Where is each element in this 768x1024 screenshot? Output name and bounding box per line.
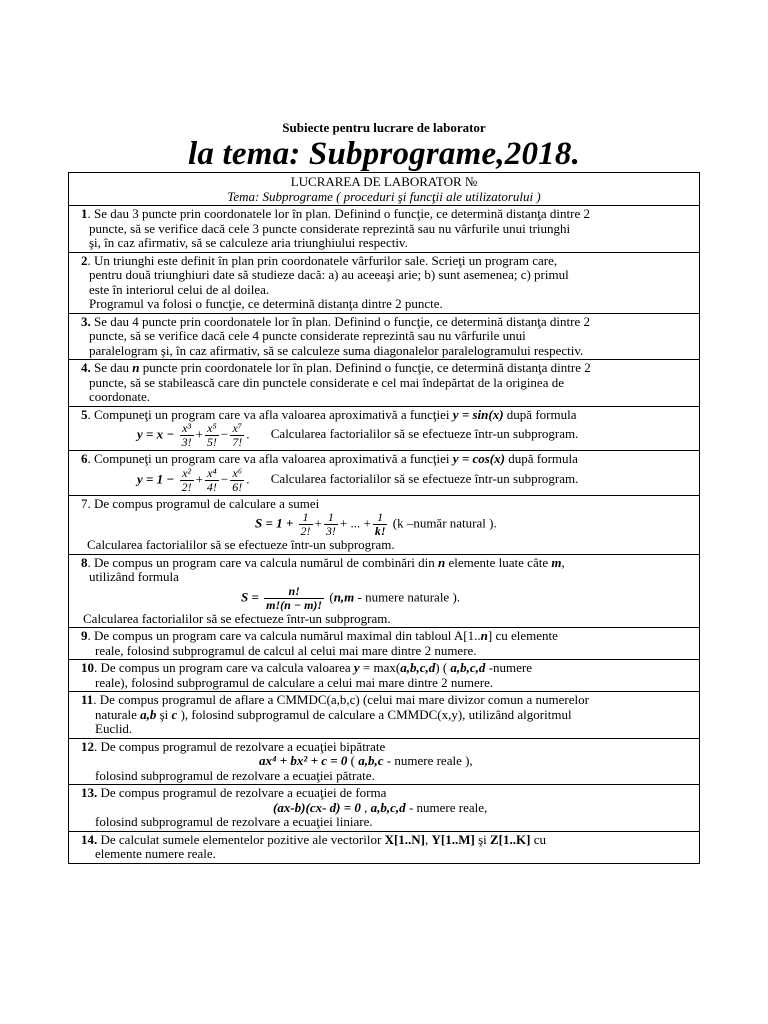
task-text: utilizând formula xyxy=(89,569,179,584)
lab-theme: Tema: Subprograme ( proceduri şi funcţii ale utilizatorului ) xyxy=(227,189,541,204)
task-4 xyxy=(69,360,700,407)
task-text: ( xyxy=(326,588,334,604)
variable: a,b,c xyxy=(358,753,384,768)
fraction-denominator: m!(n − m)! xyxy=(266,597,323,612)
task-number: 6 xyxy=(81,451,88,466)
table-row xyxy=(69,495,700,554)
table-row xyxy=(69,554,700,628)
variable: a,b,c,d xyxy=(400,660,436,675)
vector-name: Z[1..K] xyxy=(490,831,531,847)
task-3 xyxy=(69,313,700,360)
task-text: 7. De compus programul de calculare a sumei xyxy=(81,495,320,511)
task-8 xyxy=(69,554,700,628)
task-text: şi xyxy=(474,831,491,847)
task-text: paralelogram şi, în caz afirmativ, să se calculeze suma diagonalelor paralelogramului respectiv. xyxy=(89,342,584,358)
task-text: . Un triunghi este definit în plan prin coordonatele vârfurilor sale. Scrieţi un program care, xyxy=(87,252,558,268)
task-number: 4. xyxy=(81,360,91,375)
task-text: , xyxy=(561,554,565,570)
task-1 xyxy=(69,206,700,253)
task-number: 5 xyxy=(81,406,88,422)
table-row xyxy=(69,252,700,313)
pre-title: Subiecte pentru lucrare de laborator xyxy=(282,120,486,135)
lab-heading-cell xyxy=(69,173,700,206)
table-row xyxy=(69,831,700,863)
table-row xyxy=(69,451,700,496)
variable: n xyxy=(438,554,446,570)
task-text: naturale xyxy=(95,706,141,722)
task-note: Calcularea factorialilor să se efectueze într-un subprogram. xyxy=(270,426,579,442)
fraction-numerator: x⁶ xyxy=(230,467,244,481)
task-note: Calcularea factorialilor să se efectueze într-un subprogram. xyxy=(87,537,395,552)
task-text: ] cu elemente xyxy=(487,628,558,643)
fraction-denominator: k! xyxy=(374,524,386,538)
task-number: 14. xyxy=(81,831,98,847)
task-text: pentru două triunghiuri date să studieze dacă: a) au aceeaşi arie; b) sunt asemenea; c) primul xyxy=(89,267,569,282)
fraction-numerator: x² xyxy=(180,467,194,481)
task-10 xyxy=(69,660,700,692)
task-text: . Se dau 3 puncte prin coordonatele lor în plan. Definind o funcţie, ce determină distanţa dintre 2 xyxy=(87,206,591,221)
task-text: este în interiorul celui de al doilea. xyxy=(89,281,270,297)
task-text: -numere xyxy=(485,660,532,675)
task-12 xyxy=(69,738,700,785)
vector-name: X[1..N] xyxy=(384,831,426,847)
task-6 xyxy=(69,451,700,496)
fraction-denominator: 3! xyxy=(325,524,336,538)
task-text: şi, în caz afirmativ, să se calculeze aria triunghiului respectiv. xyxy=(89,235,408,250)
task-text: - numere naturale ). xyxy=(354,588,461,604)
equation: ax⁴ + bx² + c = 0 xyxy=(259,753,348,768)
variable: m xyxy=(551,554,562,570)
fraction-numerator: x⁷ xyxy=(230,422,244,436)
task-text: . Compuneţi un program care va afla valoarea aproximativă a funcţiei xyxy=(87,451,453,466)
task-text: Se dau xyxy=(90,360,133,375)
table-row xyxy=(69,406,700,451)
task-text: , xyxy=(425,831,432,847)
operator: + xyxy=(195,470,203,486)
fraction-denominator: 2! xyxy=(181,479,192,494)
task-text: . De compus programul de rezolvare a ecuaţiei bipătrate xyxy=(94,738,386,754)
fraction-denominator: 7! xyxy=(232,435,243,449)
fraction-numerator: 1 xyxy=(324,511,338,525)
fraction-numerator: x³ xyxy=(180,422,194,436)
table-row xyxy=(69,692,700,739)
variable: a,b,c,d xyxy=(450,660,486,675)
equation: (ax-b)(cx- d) = 0 xyxy=(273,799,361,815)
task-number: 13. xyxy=(81,785,98,800)
operator: . xyxy=(246,426,250,442)
table-row xyxy=(69,738,700,785)
table-row xyxy=(69,206,700,253)
operator: + xyxy=(195,426,203,442)
fraction-numerator: x⁵ xyxy=(205,422,219,436)
operator: + ... + xyxy=(339,515,371,531)
task-text: reale, folosind subprogramul de calcul al celui mai mare dintre 2 numere. xyxy=(95,642,477,658)
task-text: De calculat sumele elementelor pozitive ale vectorilor xyxy=(97,831,385,847)
task-5 xyxy=(69,406,700,451)
task-text: elemente luate câte xyxy=(445,554,552,570)
task-number: 1 xyxy=(81,206,88,221)
task-text: puncte prin coordonatele lor în plan. Definind o funcţie, ce determină distanţa dintre 2 xyxy=(139,360,591,375)
task-text: . Compuneţi un program care va afla valoarea aproximativă a funcţiei xyxy=(87,406,453,422)
task-number: 11 xyxy=(81,692,94,707)
variable: a,b xyxy=(140,706,157,722)
formula-lhs: y = 1 − xyxy=(137,470,175,486)
task-text: - numere reale ), xyxy=(383,753,473,768)
task-text: ), folosind subprogramul de calculare a CMMDC(x,y), utilizând algoritmul xyxy=(177,706,572,722)
task-number: 9 xyxy=(81,628,88,643)
document-title: la tema: Subprograme,2018. xyxy=(187,136,581,172)
task-text: . De compus un program care va calcula valoarea xyxy=(94,660,354,675)
variable: y xyxy=(353,660,360,675)
table-row xyxy=(69,785,700,832)
task-text: Euclid. xyxy=(95,721,133,736)
fraction-numerator: n! xyxy=(264,585,324,599)
tasks-table xyxy=(68,172,700,864)
task-number: 12 xyxy=(81,738,94,754)
vector-name: Y[1..M] xyxy=(431,831,475,847)
variable: c xyxy=(171,706,178,722)
task-text: folosind subprogramul de rezolvare a ecuaţiei pătrate. xyxy=(95,767,375,783)
task-text: = max( xyxy=(359,660,401,675)
task-9 xyxy=(69,628,700,660)
operator: − xyxy=(220,470,229,486)
task-7 xyxy=(69,495,700,554)
task-text: elemente numere reale. xyxy=(95,846,216,861)
task-text: - numere reale, xyxy=(405,799,488,815)
operator: + xyxy=(314,515,322,531)
fraction-denominator: 4! xyxy=(206,479,217,494)
fraction-denominator: 5! xyxy=(206,435,217,449)
fraction-denominator: 2! xyxy=(300,524,311,538)
table-header-row xyxy=(69,173,700,206)
task-text: ( xyxy=(347,753,359,768)
fraction-denominator: 6! xyxy=(232,479,243,494)
formula-lhs: S = xyxy=(241,588,259,604)
task-text: coordonate. xyxy=(89,389,151,404)
task-text: după formula xyxy=(504,451,578,466)
task-text: după formula xyxy=(503,406,577,422)
task-text: puncte, să se verifice dacă cele 4 puncte considerate reprezintă sau nu vârfurile unui xyxy=(89,328,526,343)
task-text: De compus programul de rezolvare a ecuaţiei de forma xyxy=(97,785,387,800)
task-text: . De compus un program care va calcula numărul maximal din tabloul A[1.. xyxy=(87,628,481,643)
task-text: folosind subprogramul de rezolvare a ecuaţiei liniare. xyxy=(95,814,373,829)
task-text: (k –număr natural ). xyxy=(389,515,497,531)
task-text: reale), folosind subprogramul de calculare a celui mai mare dintre 2 numere. xyxy=(95,674,494,690)
task-note: Calcularea factorialilor să se efectueze într-un subprogram. xyxy=(83,610,391,626)
formula-lhs: S = 1 + xyxy=(255,515,294,531)
lab-heading: LUCRAREA DE LABORATOR № xyxy=(290,174,478,189)
task-text: . De compus un program care va calcula numărul de combinări din xyxy=(87,554,439,570)
task-11 xyxy=(69,692,700,739)
task-number: 8 xyxy=(81,554,88,570)
series-formula xyxy=(75,467,693,494)
task-text: Se dau 4 puncte prin coordonatele lor în plan. Definind o funcţie, ce determină distanţa dintre 2 xyxy=(90,313,591,329)
task-note: Calcularea factorialilor să se efectueze într-un subprogram. xyxy=(270,470,579,486)
task-2 xyxy=(69,252,700,313)
task-text: , xyxy=(360,799,371,815)
fraction-numerator: x⁴ xyxy=(205,467,219,481)
operator: . xyxy=(246,470,250,486)
variable: n xyxy=(132,360,140,375)
task-text: . De compus programul de aflare a CMMDC(a,b,c) (celui mai mare divizor comun a numerelor xyxy=(93,692,589,707)
task-text: puncte, să se verifice dacă cele 3 puncte considerate reprezintă sau nu vârfurile unui triunghi xyxy=(89,220,571,236)
task-number: 2 xyxy=(81,252,88,268)
task-number: 10 xyxy=(81,660,94,675)
function-expression: y = sin(x) xyxy=(452,406,504,422)
function-expression: y = cos(x) xyxy=(452,451,505,466)
task-text: puncte, să se stabilească care din punctele considerate e cel mai îndepărtat de la originea de xyxy=(89,374,564,390)
table-row xyxy=(69,313,700,360)
table-row xyxy=(69,660,700,692)
formula-lhs: y = x − xyxy=(137,426,175,442)
table-row xyxy=(69,628,700,660)
fraction-denominator: 3! xyxy=(181,435,192,449)
task-14 xyxy=(69,831,700,863)
variable: a,b,c,d xyxy=(370,799,406,815)
sum-formula xyxy=(75,511,693,538)
table-row xyxy=(69,360,700,407)
fraction-numerator: 1 xyxy=(299,511,313,525)
fraction-numerator: 1 xyxy=(373,511,388,525)
variable: n xyxy=(480,628,488,643)
task-text: Programul va folosi o funcţie, ce determină distanţa dintre 2 puncte. xyxy=(89,296,443,311)
variable: n,m xyxy=(333,588,355,604)
task-13 xyxy=(69,785,700,832)
combination-formula xyxy=(75,585,693,612)
operator: − xyxy=(220,426,229,442)
series-formula xyxy=(75,422,693,449)
task-text: şi xyxy=(156,706,172,722)
task-number: 3. xyxy=(81,313,91,329)
task-text: cu xyxy=(530,831,546,847)
task-text: ) ( xyxy=(435,660,451,675)
